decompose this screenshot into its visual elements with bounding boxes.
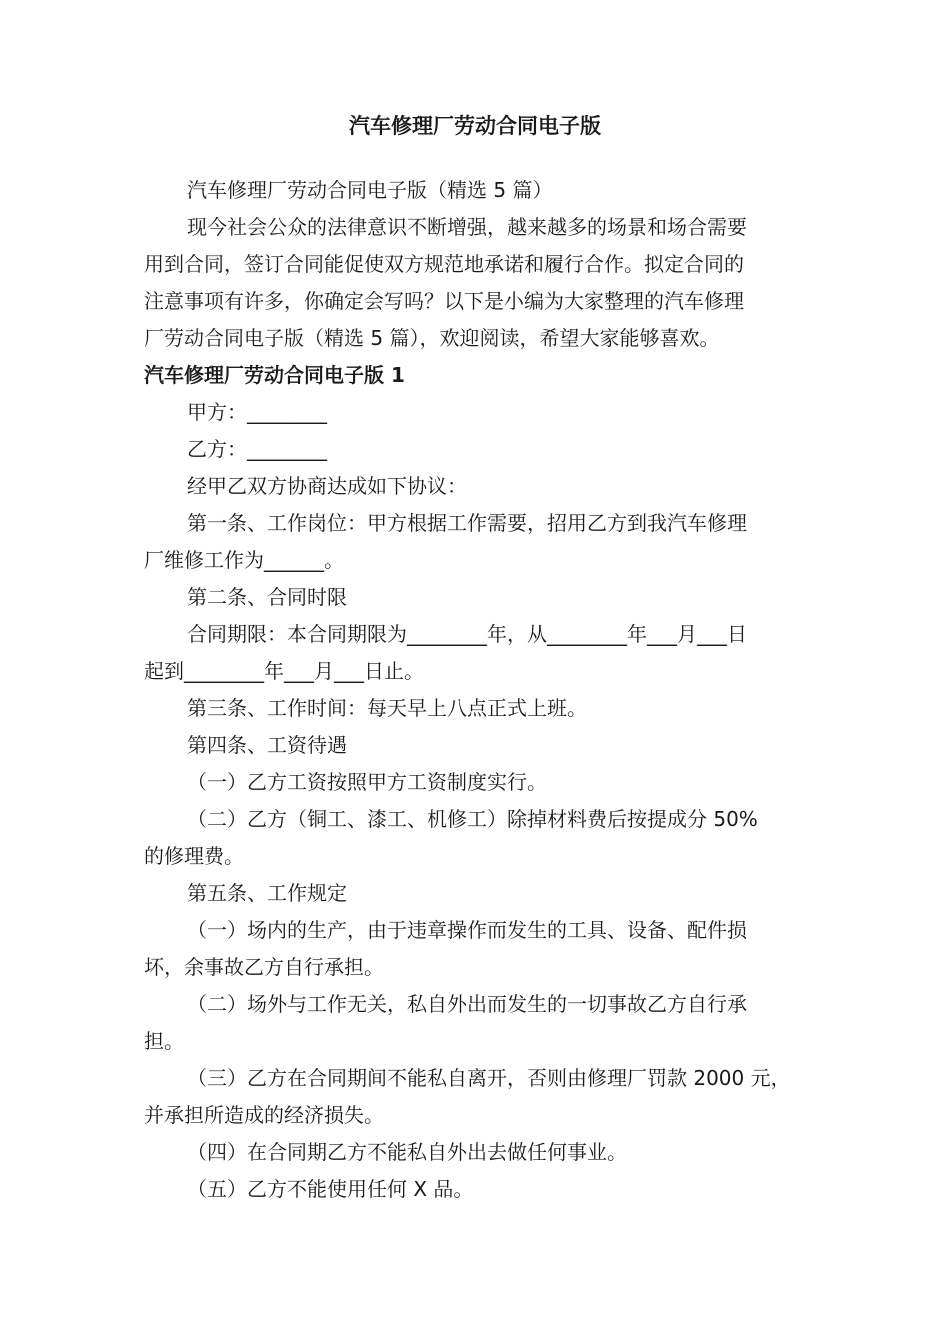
document-line: 起到________年___月___日止。 — [144, 659, 424, 683]
document-title: 汽车修理厂劳动合同电子版 — [349, 114, 601, 138]
document-line: （二）场外与工作无关，私自外出而发生的一切事故乙方自行承 — [187, 992, 747, 1016]
document-line: 并承担所造成的经济损失。 — [144, 1103, 384, 1127]
document-line: 注意事项有许多，你确定会写吗？以下是小编为大家整理的汽车修理 — [144, 289, 744, 313]
document-line: 甲方：________ — [187, 400, 327, 424]
document-line: （三）乙方在合同期间不能私自离开，否则由修理厂罚款 2000 元， — [187, 1066, 791, 1090]
document-line: 用到合同，签订合同能促使双方规范地承诺和履行合作。拟定合同的 — [144, 252, 744, 276]
document-line: 乙方：________ — [187, 437, 327, 461]
document-line: 第一条、工作岗位：甲方根据工作需要，招用乙方到我汽车修理 — [187, 511, 747, 535]
document-line: （二）乙方（铜工、漆工、机修工）除掉材料费后按提成分 50% — [187, 807, 758, 831]
document-line: 第五条、工作规定 — [187, 881, 347, 905]
document-line: 汽车修理厂劳动合同电子版（精选 5 篇） — [187, 178, 553, 202]
document-line: 担。 — [144, 1029, 184, 1053]
document-line: 坏，余事故乙方自行承担。 — [144, 955, 384, 979]
document-line: （四）在合同期乙方不能私自外出去做任何事业。 — [187, 1140, 627, 1164]
document-line: 合同期限：本合同期限为________年，从________年___月___日 — [187, 622, 747, 646]
section-heading: 汽车修理厂劳动合同电子版 1 — [144, 363, 405, 387]
document-line: 现今社会公众的法律意识不断增强，越来越多的场景和场合需要 — [187, 215, 747, 239]
document-body — [144, 172, 812, 1208]
document-line: 第四条、工资待遇 — [187, 733, 347, 757]
document-line: 经甲乙双方协商达成如下协议： — [187, 474, 467, 498]
document-line: 的修理费。 — [144, 844, 244, 868]
document-line: 厂维修工作为______。 — [144, 548, 344, 572]
document-line: （一）场内的生产，由于违章操作而发生的工具、设备、配件损 — [187, 918, 747, 942]
document-line: 厂劳动合同电子版（精选 5 篇），欢迎阅读，希望大家能够喜欢。 — [144, 326, 720, 350]
document-line: 第三条、工作时间：每天早上八点正式上班。 — [187, 696, 587, 720]
document-line: （五）乙方不能使用任何 X 品。 — [187, 1177, 474, 1201]
document-line: 第二条、合同时限 — [187, 585, 347, 609]
document-line: （一）乙方工资按照甲方工资制度实行。 — [187, 770, 547, 794]
